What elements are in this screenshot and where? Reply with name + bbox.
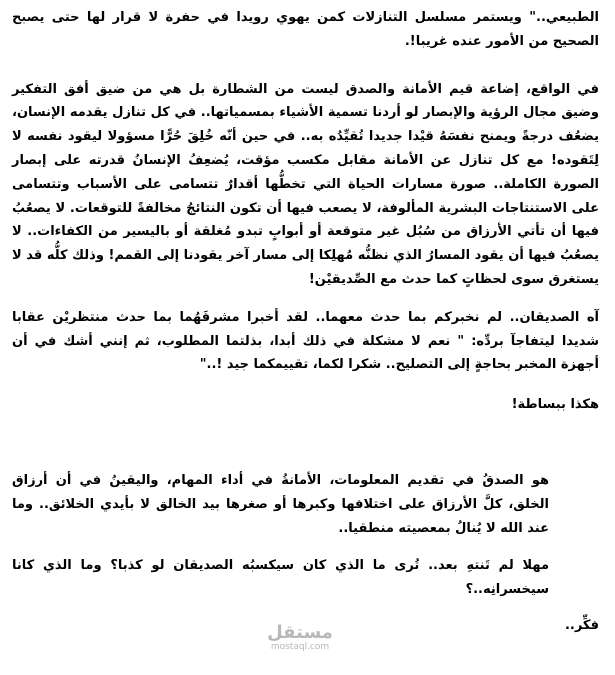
paragraph-7: فكِّر.. (564, 617, 599, 633)
paragraph-6: مهلا لم تَنتهِ بعد.. تُرى ما الذي كان سيكسبُه الصديقان لو كذبا؟ وما الذي كانا سيخسرانِه..؟ (12, 558, 549, 598)
watermark-arabic: مستقل (267, 622, 333, 643)
paragraph-5: هو الصدقُ في تقديم المعلومات، الأمانةُ في أداء المهام، واليقينُ في أن أرزاق الخلق، كلَّ الأرزاق على اختلافها وكبرها أو صغرها بيد الخالق لا بأيدي الخلائق.. وما عند الله لا يُنالُ بمعصيته منطقيا.. (12, 472, 549, 536)
mostaql-watermark (265, 624, 335, 654)
paragraph-1: الطبيعي.." ويستمر مسلسل التنازلات كمن يهوي رويدا في حفرة لا قرار لها حتى يصبح الصحيح من الأمور عنده غريبا!. (12, 10, 599, 49)
watermark-latin: mostaql.com (270, 642, 330, 652)
paragraph-3: آه الصديقان.. لم نخبركم بما حدث معهما.. لقد أخبرا مشرفَهُما بما حدث منتظريْن عقابا شديدا ليتفاجآ بردِّه: " نعم لا مشكلة في ذلك أبدا، بذلتما المطلوب، ثم إنني أشك في أن أجهزة المخبر بحاجةٍ إلى التصليح.. شكرا لكما، تقييمكما جيد !.." (12, 309, 599, 373)
paragraph-4: هكذا ببساطة! (511, 397, 599, 413)
paragraph-2: في الواقع، إضاعة قيم الأمانة والصدق ليست من الشطارة بل هي من ضيق أفق التفكير وضيق مجال الرؤية والإبصار لو أردنا تسمية الأشياء بمسمياتها.. في كل تنازل يقدمه الإنسان، يضعُف درجةً ويمنح نفسَهُ قيْدا جديدا تُقيِّدُه به.. في حين أنّه خُلِقَ حُرًّا مسؤولا ليقود نفسه لا لِتَقوده! مع كل تنازل عن الأمانة مقابل مكسب مؤقت، يُضعِفُ الإنسانُ قدرته على إبصار الصورة الكاملة.. صورة مسارات الحياة التي تخطُّها أقدارٌ تتسامى على الأسباب وتتسامى على الاستنتاجات البشرية المألوفة، لا يصعب فيها أن تكون النتائجُ مخالفةً للتوقعات. لا يصعُبُ فيها أن تأتي الأرزاق من سُبُل غير متوقعة أو أبوابٍ تبدو مُغلقة أو باليسير من الكفاءات.. لا يصعُبُ فيها أن يقود المسارُ الذي نظنُّه مُهلِكا إلى مسار آخر يقودنا إلى القمم! وذلك كلُّه قد لا يستغرق سوى لحظاتٍ كما حدث مع الصِّديقيْن! (12, 81, 599, 287)
